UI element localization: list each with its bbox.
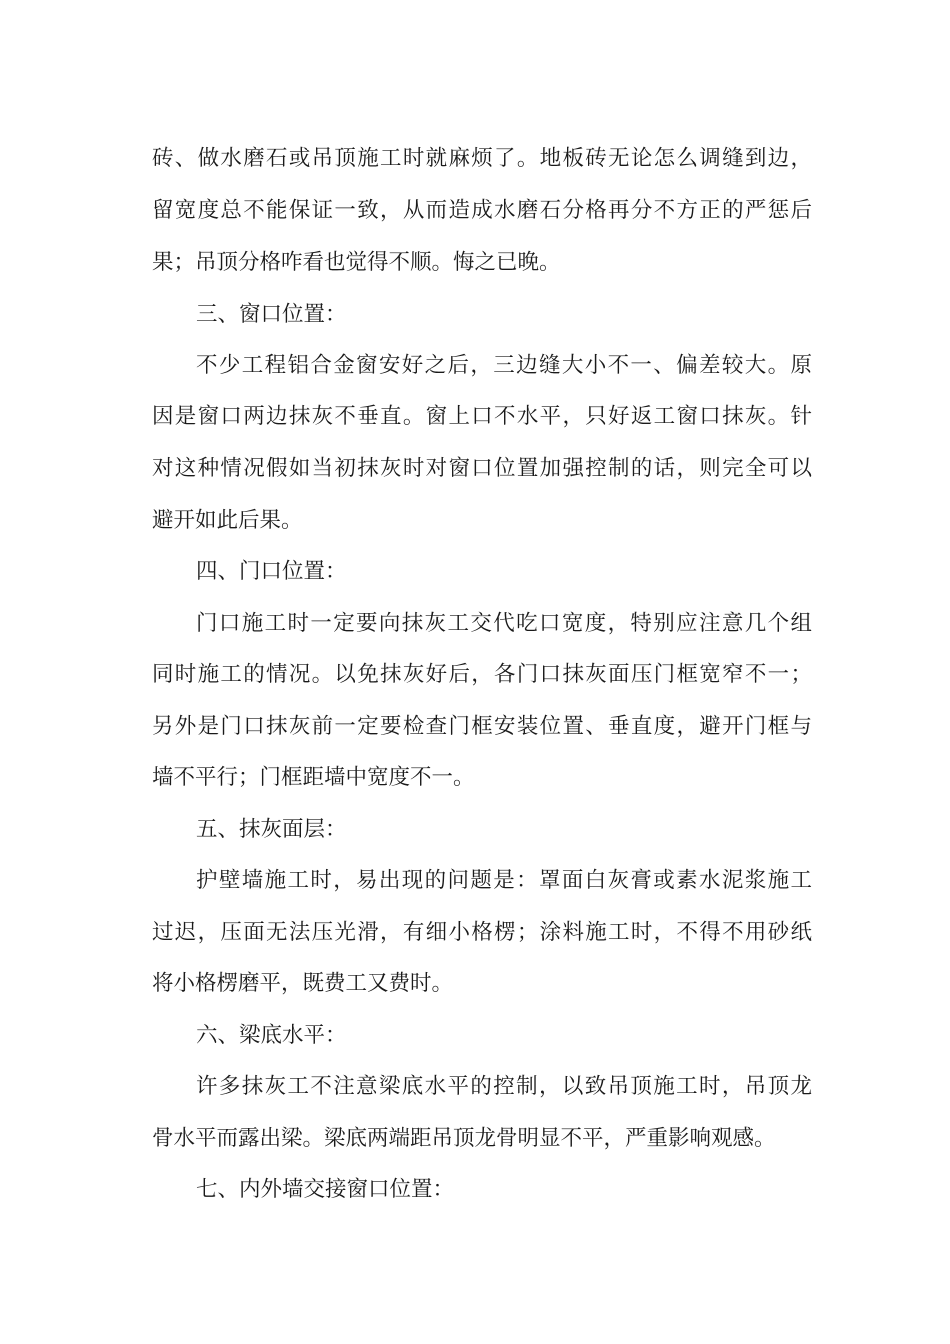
paragraph-line: 果；吊顶分格咋看也觉得不顺。悔之已晚。 [152, 250, 561, 275]
paragraph-line: 砖、做水磨石或吊顶施工时就麻烦了。地板砖无论怎么调缝到边， [152, 146, 812, 171]
paragraph-line: 墙不平行；门框距墙中宽度不一。 [152, 765, 475, 790]
paragraph-line: 将小格楞磨平，既费工又费时。 [152, 971, 454, 996]
paragraph-line: 不少工程铝合金窗安好之后，三边缝大小不一、偏差较大。原 [196, 353, 812, 378]
section-heading: 四、门口位置： [196, 559, 347, 584]
section-heading: 三、窗口位置： [196, 302, 347, 327]
paragraph-line: 留宽度总不能保证一致，从而造成水磨石分格再分不方正的严惩后 [152, 198, 812, 223]
paragraph-line: 过迟，压面无法压光滑，有细小格楞；涂料施工时，不得不用砂纸 [152, 920, 812, 945]
paragraph-line: 许多抹灰工不注意梁底水平的控制，以致吊顶施工时，吊顶龙 [196, 1074, 812, 1099]
paragraph-line: 门口施工时一定要向抹灰工交代吃口宽度，特别应注意几个组 [196, 611, 812, 636]
paragraph-line: 另外是门口抹灰前一定要检查门框安装位置、垂直度，避开门框与 [152, 714, 812, 739]
paragraph-line: 骨水平而露出梁。梁底两端距吊顶龙骨明显不平，严重影响观感。 [152, 1126, 776, 1151]
paragraph-line: 护壁墙施工时，易出现的问题是：罩面白灰膏或素水泥浆施工 [196, 868, 812, 893]
section-heading: 六、梁底水平： [196, 1023, 347, 1048]
section-heading: 七、内外墙交接窗口位置： [196, 1177, 455, 1202]
paragraph-line: 避开如此后果。 [152, 508, 303, 533]
section-heading: 五、抹灰面层： [196, 817, 347, 842]
paragraph-line: 因是窗口两边抹灰不垂直。窗上口不水平，只好返工窗口抹灰。针 [152, 404, 812, 429]
paragraph-line: 同时施工的情况。以免抹灰好后，各门口抹灰面压门框宽窄不一； [152, 662, 812, 687]
paragraph-line: 对这种情况假如当初抹灰时对窗口位置加强控制的话，则完全可以 [152, 456, 812, 481]
